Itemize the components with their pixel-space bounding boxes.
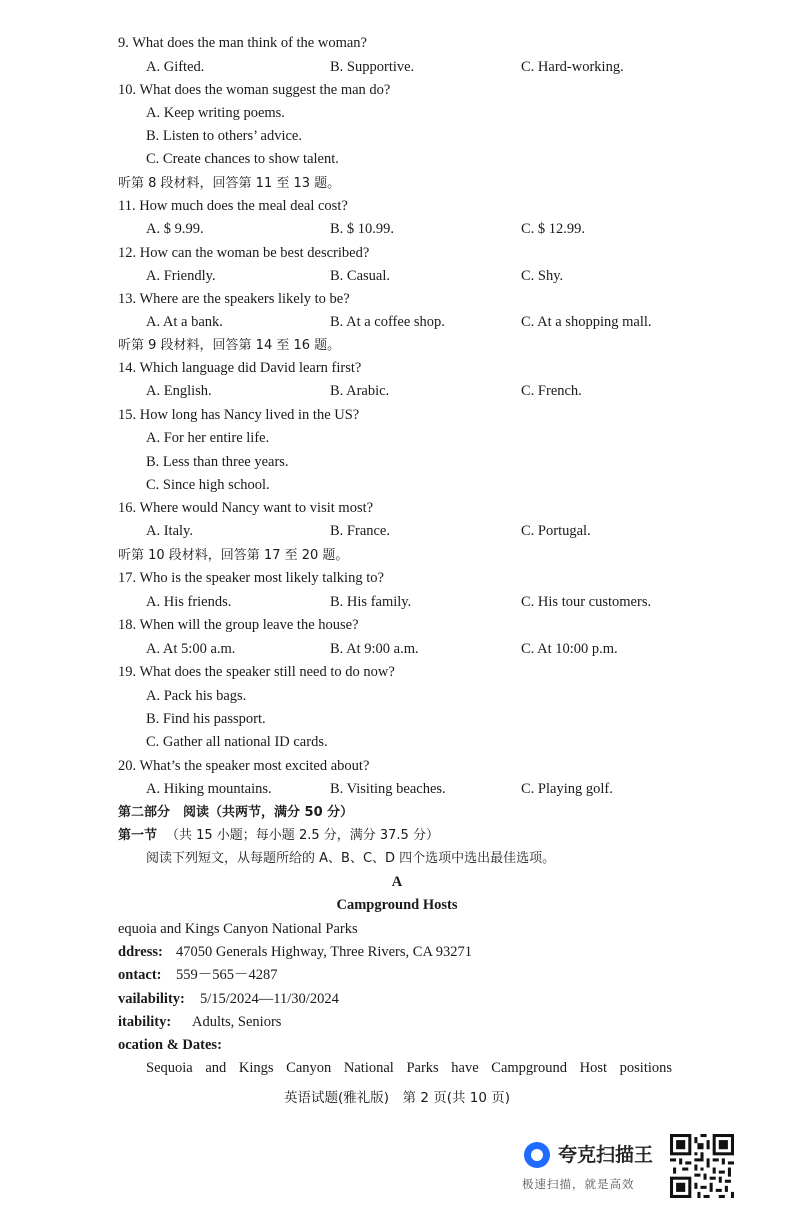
options-16: [0, 520, 794, 543]
option-c: C. Create chances to show talent.: [146, 151, 339, 167]
availability-line: [0, 988, 794, 1011]
options-18: [0, 638, 794, 661]
option-c: C. $ 12.99.: [521, 221, 586, 237]
question-text: 12. How can the woman be best described?: [118, 245, 370, 261]
option-a: A. Gifted.: [146, 59, 205, 75]
option-c: C. At 10:00 p.m.: [521, 641, 618, 657]
question-text: 20. What’s the speaker most excited about?: [118, 758, 370, 774]
option-15b: [0, 451, 794, 474]
question-text: 17. Who is the speaker most likely talking to?: [118, 570, 384, 586]
passage-letter: A: [391, 874, 403, 890]
question-11: [0, 195, 794, 218]
park-name-line: [0, 918, 794, 941]
option-a: A. English.: [146, 383, 212, 399]
suitability-value: Adults, Seniors: [192, 1014, 282, 1030]
option-b: B. Casual.: [330, 268, 391, 284]
option-c: C. Shy.: [521, 268, 564, 284]
section-heading: 听第 10 段材料，回答第 17 至 20 题。: [118, 548, 349, 563]
option-b: B. At a coffee shop.: [330, 314, 445, 330]
option-c: C. French.: [521, 383, 582, 399]
question-9: [0, 32, 794, 55]
question-text: 16. Where would Nancy want to visit most?: [118, 500, 374, 516]
option-b: B. Listen to others’ advice.: [146, 128, 302, 144]
question-15: [0, 404, 794, 427]
question-13: [0, 288, 794, 311]
options-9: [0, 56, 794, 79]
option-a: A. Italy.: [146, 523, 193, 539]
question-text: 9. What does the man think of the woman?: [118, 35, 367, 51]
option-10b: [0, 125, 794, 148]
option-a: A. Friendly.: [146, 268, 216, 284]
options-13: [0, 311, 794, 334]
question-text: 15. How long has Nancy lived in the US?: [118, 407, 360, 423]
brand-name: 夸克扫描王: [558, 1144, 654, 1166]
option-b: B. Visiting beaches.: [330, 781, 446, 797]
option-15c: [0, 474, 794, 497]
option-a: A. At a bank.: [146, 314, 223, 330]
question-text: 13. Where are the speakers likely to be?: [118, 291, 350, 307]
contact-line: [0, 964, 794, 987]
passage-title: Campground Hosts: [336, 897, 458, 913]
section-heading: 听第 9 段材料，回答第 14 至 16 题。: [118, 338, 341, 353]
suitability-line: [0, 1011, 794, 1034]
option-b: B. Find his passport.: [146, 711, 266, 727]
suitability-label: itability:: [118, 1014, 172, 1030]
section-8-heading: [0, 172, 794, 195]
option-b: B. Arabic.: [330, 383, 390, 399]
question-17: [0, 567, 794, 590]
option-10c: [0, 148, 794, 171]
option-b: B. $ 10.99.: [330, 221, 395, 237]
option-19c: [0, 731, 794, 754]
section-heading: 听第 8 段材料，回答第 11 至 13 题。: [118, 176, 341, 191]
option-a: A. Pack his bags.: [146, 688, 247, 704]
option-b: B. Less than three years.: [146, 454, 289, 470]
option-a: A. His friends.: [146, 594, 232, 610]
option-c: C. Since high school.: [146, 477, 270, 493]
option-a: A. $ 9.99.: [146, 221, 204, 237]
address-label: ddress:: [118, 944, 163, 960]
body-text: Sequoia and Kings Canyon National Parks have Campground Host positions: [146, 1060, 673, 1076]
option-c: C. Gather all national ID cards.: [146, 734, 328, 750]
section-1-heading: [0, 824, 794, 847]
part-heading: 第二部分 阅读（共两节，满分 50 分）: [118, 805, 354, 820]
question-20: [0, 755, 794, 778]
option-a: A. Keep writing poems.: [146, 105, 285, 121]
scanner-watermark: [520, 1138, 670, 1198]
question-14: [0, 357, 794, 380]
section-detail: （共 15 小题；每小题 2.5 分，满分 37.5 分）: [166, 828, 439, 843]
contact-label: ontact:: [118, 967, 162, 983]
address-value: 47050 Generals Highway, Three Rivers, CA 93271: [176, 944, 472, 960]
question-19: [0, 661, 794, 684]
option-b: B. His family.: [330, 594, 412, 610]
section-label: 第一节: [118, 828, 158, 843]
option-19a: [0, 685, 794, 708]
contact-value: 559－565－4287: [176, 967, 278, 983]
location-label: ocation & Dates:: [118, 1037, 222, 1053]
option-c: C. His tour customers.: [521, 594, 652, 610]
option-a: A. At 5:00 a.m.: [146, 641, 236, 657]
scanner-logo-icon: [524, 1142, 550, 1168]
availability-label: vailability:: [118, 991, 185, 1007]
park-name: equoia and Kings Canyon National Parks: [118, 921, 358, 937]
option-c: C. Playing golf.: [521, 781, 613, 797]
question-16: [0, 497, 794, 520]
question-text: 10. What does the woman suggest the man do?: [118, 82, 391, 98]
option-15a: [0, 427, 794, 450]
page-footer: 英语试题(雅礼版) 第 2 页(共 10 页): [284, 1090, 510, 1106]
options-14: [0, 380, 794, 403]
section-10-heading: [0, 544, 794, 567]
option-a: A. Hiking mountains.: [146, 781, 272, 797]
instruction: [0, 847, 794, 870]
option-b: B. Supportive.: [330, 59, 415, 75]
question-12: [0, 242, 794, 265]
question-18: [0, 614, 794, 637]
question-text: 18. When will the group leave the house?: [118, 617, 359, 633]
availability-value: 5/15/2024—11/30/2024: [200, 991, 339, 1007]
address-line: [0, 941, 794, 964]
option-b: B. At 9:00 a.m.: [330, 641, 419, 657]
option-b: B. France.: [330, 523, 390, 539]
option-c: C. Hard-working.: [521, 59, 624, 75]
option-c: C. At a shopping mall.: [521, 314, 652, 330]
option-a: A. For her entire life.: [146, 430, 270, 446]
question-text: 14. Which language did David learn first?: [118, 360, 362, 376]
instruction-text: 阅读下列短文，从每题所给的 A、B、C、D 四个选项中选出最佳选项。: [146, 851, 556, 866]
option-19b: [0, 708, 794, 731]
option-10a: [0, 102, 794, 125]
option-c: C. Portugal.: [521, 523, 591, 539]
question-text: 19. What does the speaker still need to do now?: [118, 664, 395, 680]
part-2-heading: [0, 801, 794, 824]
section-9-heading: [0, 334, 794, 357]
options-11: [0, 218, 794, 241]
question-10: [0, 79, 794, 102]
options-17: [0, 591, 794, 614]
options-20: [0, 778, 794, 801]
location-line: [0, 1034, 794, 1057]
options-12: [0, 265, 794, 288]
qr-code-icon: [670, 1134, 734, 1198]
question-text: 11. How much does the meal deal cost?: [118, 198, 348, 214]
body-line: [0, 1057, 794, 1080]
brand-slogan: 极速扫描，就是高效: [522, 1177, 635, 1191]
